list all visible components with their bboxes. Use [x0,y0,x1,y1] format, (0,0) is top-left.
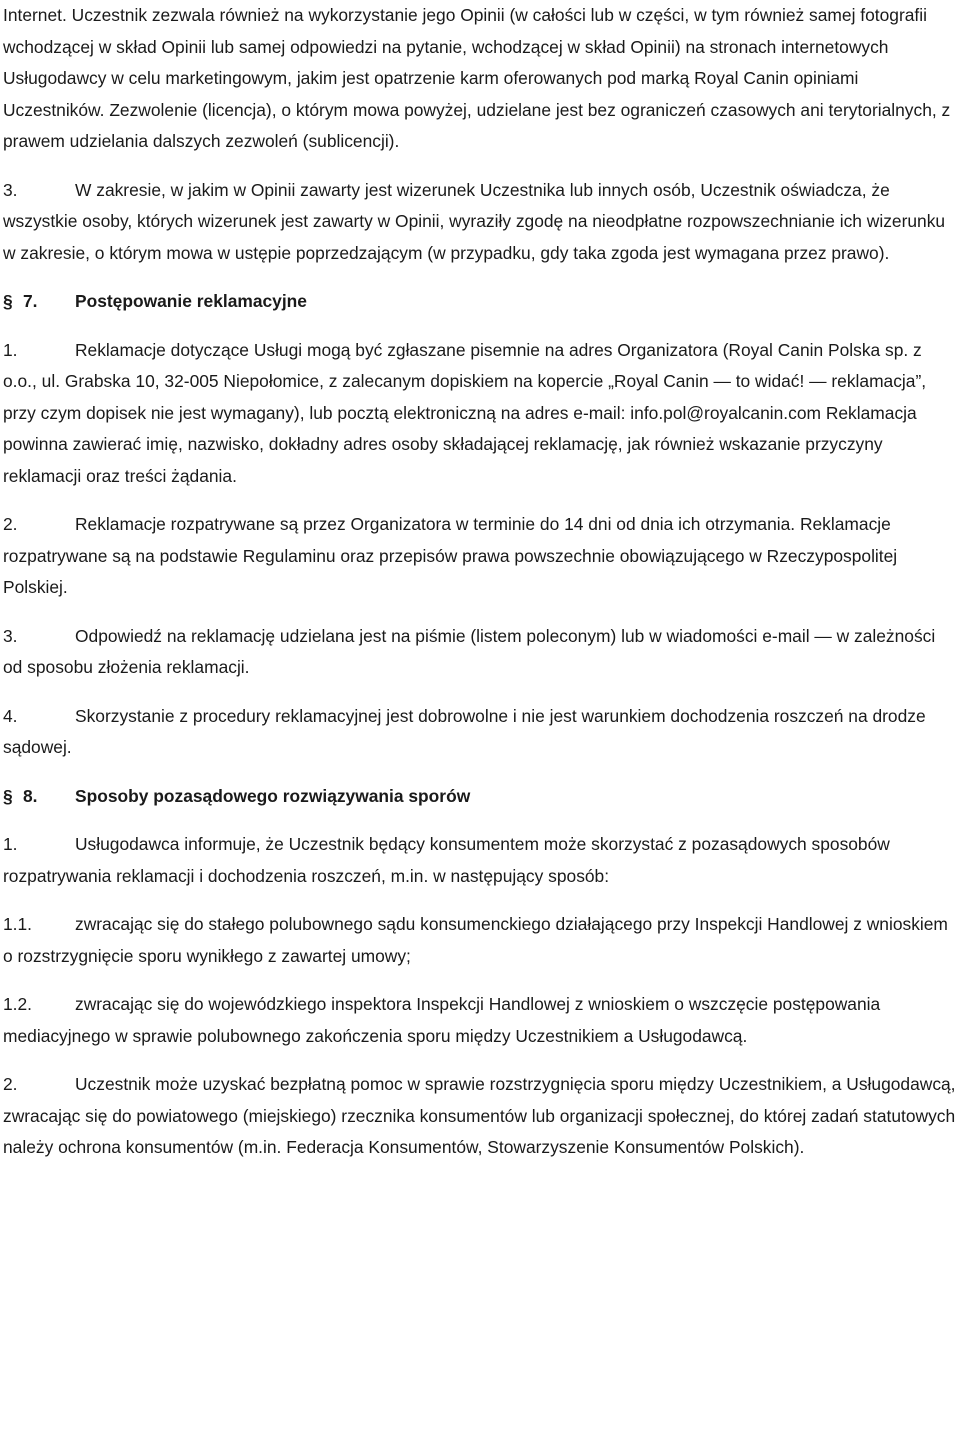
section-number: 8. [23,785,38,806]
paragraph-text: W zakresie, w jakim w Opinii zawarty jest wizerunek Uczestnika lub innych osób, Uczestnik oświadcza, że wszystkie osoby, których wizerunek jest zawarty w Opinii, wyraziły zgodę na nieodpłatne rozpowszechnianie ich wizerunku w zakresie, o którym mowa w ustępie poprzedzającym (w przypadku, gdy taka zgoda jest wymagana przez prawo). [3,179,946,263]
section-symbol: § [3,291,13,311]
section-heading-7 [3,286,958,318]
paragraph-number: 1.2. [3,994,33,1014]
paragraph-8-1-2 [3,989,958,1052]
paragraph-text: zwracając się do wojewódzkiego inspektora Inspekcji Handlowej z wnioskiem o wszczęcie postępowania mediacyjnego w sprawie polubownego zakończenia sporu między Uczestnikiem a Usługodawcą. [3,994,881,1046]
paragraph-text: Reklamacje dotyczące Usługi mogą być zgłaszane pisemnie na adres Organizatora (Royal Canin Polska sp. z o.o., ul. Grabska 10, 32-005 Niepołomice, z zalecanym dopiskiem na kopercie „Royal Canin — to widać! — reklamacja”, przy czym dopisek nie jest wymagany), lub pocztą elektroniczną na adres e-mail: info.pol@royalcanin.com Reklamacja powinna zawierać imię, nazwisko, dokładny adres osoby składającej reklamację, jak również wskazanie przyczyny reklamacji oraz treści żądania. [3,339,927,486]
section-number: 7. [23,291,38,311]
paragraph-text: zwracając się do stałego polubownego sądu konsumenckiego działającego przy Inspekcji Handlowej z wnioskiem o rozstrzygnięcie sporu wynikłego z zawartej umowy; [3,914,948,966]
section-title: Postępowanie reklamacyjne [75,291,307,311]
paragraph-internet-license [3,0,958,158]
paragraph-8-1 [3,829,958,892]
paragraph-text: Reklamacje rozpatrywane są przez Organizatora w terminie do 14 dni od dnia ich otrzymania. Reklamacje rozpatrywane są na podstawie Regulaminu oraz przepisów prawa powszechnie obowiązującego w Rzeczypospolitej Polskiej. [3,514,898,597]
section-heading-8 [3,781,958,813]
paragraph-7-4 [3,701,958,764]
paragraph-text: Internet. Uczestnik zezwala również na wykorzystanie jego Opinii (w całości lub w części, w tym również samej fotografii wchodzącej w skład Opinii lub samej odpowiedzi na pytanie, wchodzącej w skład Opinii) na stronach internetowych Usługodawcy w celu marketingowym, jakim jest opatrzenie karm oferowanych pod marką Royal Canin opiniami Uczestników. Zezwolenie (licencja), o którym mowa powyżej, udzielane jest bez ograniczeń czasowych ani terytorialnych, z prawem udzielania dalszych zezwoleń (sublicencji). [3,5,951,151]
paragraph-number: 1. [3,339,18,360]
paragraph-8-2 [3,1069,958,1164]
paragraph-number: 3. [3,625,18,646]
paragraph-text: Odpowiedź na reklamację udzielana jest na piśmie (listem poleconym) lub w wiadomości e-mail — w zależności od sposobu złożenia reklamacji. [3,625,936,677]
section-title: Sposoby pozasądowego rozwiązywania sporów [75,785,471,806]
section-symbol: § [3,785,13,806]
paragraph-3-image-consent [3,175,958,270]
paragraph-text: Skorzystanie z procedury reklamacyjnej jest dobrowolne i nie jest warunkiem dochodzenia roszczeń na drodze sądowej. [3,705,926,757]
paragraph-8-1-1 [3,909,958,972]
paragraph-number: 4. [3,705,18,726]
paragraph-number: 2. [3,514,18,534]
paragraph-text: Usługodawca informuje, że Uczestnik będący konsumentem może skorzystać z pozasądowych sposobów rozpatrywania reklamacji i dochodzenia roszczeń, m.in. w następujący sposób: [3,834,890,886]
paragraph-7-1 [3,335,958,493]
paragraph-number: 1.1. [3,914,33,934]
paragraph-7-3 [3,621,958,684]
paragraph-text: Uczestnik może uzyskać bezpłatną pomoc w sprawie rozstrzygnięcia sporu między Uczestnikiem, a Usługodawcą, zwracając się do powiatowego (miejskiego) rzecznika konsumentów lub organizacji społecznej, do której zadań statutowych należy ochrona konsumentów (m.in. Federacja Konsumentów, Stowarzyszenie Konsumentów Polskich). [3,1074,956,1157]
paragraph-number: 2. [3,1074,18,1094]
paragraph-7-2 [3,509,958,604]
paragraph-number: 3. [3,179,18,200]
paragraph-number: 1. [3,834,18,854]
